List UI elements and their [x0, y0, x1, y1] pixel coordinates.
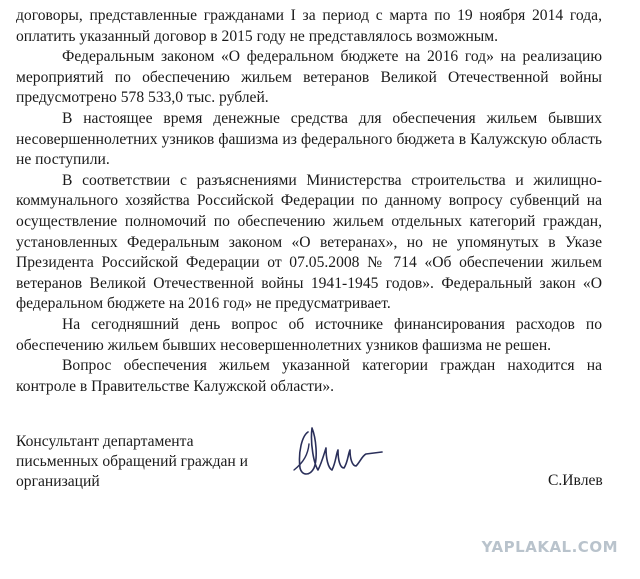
paragraph-funds-not-received: В настоящее время денежные средства для обеспечения жильем бывших несовершеннолетних узников фашизма из федерального бюджета в Калужскую область не поступили.	[16, 109, 602, 169]
paragraph-ministry-clarifications: В соответствии с разъяснениями Министерства строительства и жилищно-коммунального хозяйства Российской Федерации по данному вопросу субвенций на осуществление полномочий по обеспечению жильем отдельных категорий граждан, установленных Федеральным законом «О ветеранах», но не упомянутых в Указе Президента Российской Федерации от 07.05.2008 № 714 «Об обеспечении жильем ветеранов Великой Отечественной войны 1941-1945 годов». Федеральный закон «О федеральном бюджете на 2016 год» не предусматривает.	[16, 171, 602, 313]
position-line: организаций	[16, 472, 100, 490]
paragraph-federal-law-budget: Федеральным законом «О федеральном бюджете на 2016 год» на реализацию мероприятий по обеспечению жильем ветеранов Великой Отечественной войны предусмотрено 578 533,0 тыс. рублей.	[16, 48, 602, 107]
paragraph-contracts: договоры, представленные гражданами I за период с марта по 19 ноября 2014 года, оплатить указанный договор в 2015 году не представлялось возможным.	[16, 7, 602, 45]
paragraph-funding-unresolved: На сегодняшний день вопрос об источнике финансирования расходов по обеспечению жильем бывших несовершеннолетних узников фашизма не решен.	[16, 315, 602, 354]
signatory-position	[16, 432, 276, 491]
site-watermark: YAPLAKAL.COM	[481, 538, 618, 556]
handwritten-signature-icon	[278, 418, 388, 488]
position-line: Консультант департамента	[16, 433, 194, 450]
letter-body	[16, 6, 602, 397]
paragraph-government-control: Вопрос обеспечения жильем указанной категории граждан находится на контроле в Правительстве Калужской области».	[16, 357, 602, 395]
signer-name: С.Ивлев	[548, 472, 603, 489]
position-line: письменных обращений граждан и	[16, 452, 249, 470]
